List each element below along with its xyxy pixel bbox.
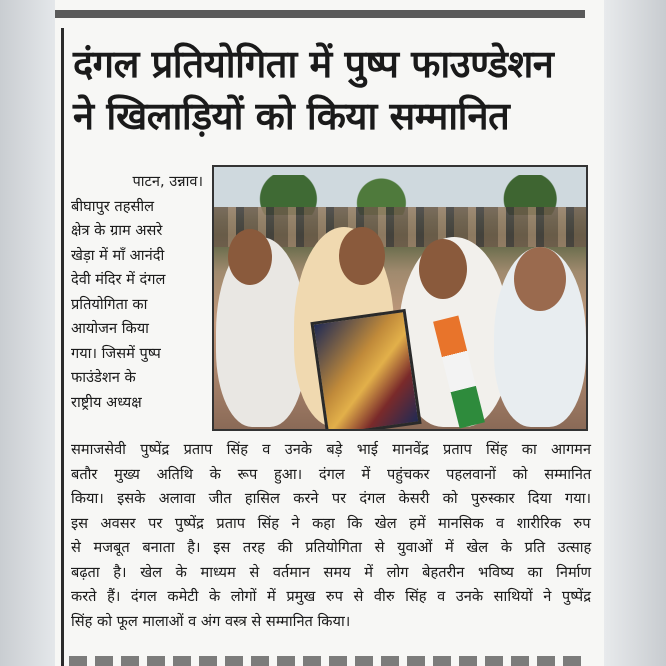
article-full-column	[71, 438, 591, 634]
article-line: प्रतियोगिता का	[71, 295, 148, 313]
article-line: समाजसेवी पुष्पेंद्र प्रताप सिंह व उनके बड़े भाई मानवेंद्र प्रताप सिंह का आगमन	[71, 441, 592, 458]
article-line: पाटन, उन्नाव।	[132, 173, 203, 190]
article-line: फाउंडेशन के	[71, 369, 136, 386]
top-rule	[55, 10, 585, 18]
article-line: किया। इसके अलावा जीत हासिल करने पर दंगल केसरी को पुरुस्कार दिया गया।	[71, 490, 592, 507]
background-left	[0, 0, 55, 666]
head-left	[228, 229, 272, 285]
article-line: बढ़ता है। खेल के माध्यम से वर्तमान समय में लोग बेहतरीन भविष्य का निर्माण	[71, 563, 592, 581]
framed-picture	[310, 309, 421, 431]
article-line: क्षेत्र के ग्राम असरे	[71, 222, 163, 239]
article-line: गया। जिसमें पुष्प	[71, 344, 161, 362]
article-line: बीघापुर तहसील	[71, 197, 155, 215]
head-right	[514, 247, 566, 311]
news-photo	[212, 165, 588, 431]
newspaper-clipping	[55, 0, 604, 666]
head-center-left	[339, 227, 385, 285]
article-line: इस अवसर पर पुष्पेंद्र प्रताप सिंह ने कहा कि खेल हमें मानसिक व शारीरिक रुप	[71, 514, 591, 532]
head-center-right	[419, 239, 467, 299]
headline-line-2: ने खिलाड़ियों को किया सम्मानित	[73, 94, 510, 138]
headline-line-1: दंगल प्रतियोगिता में पुष्प फाउण्डेशन	[73, 42, 554, 86]
background-right	[604, 0, 666, 666]
article-line: सिंह को फूल मालाओं व अंग वस्त्र से सम्मानित किया।	[71, 612, 351, 630]
article-line: खेड़ा में माँ आनंदी	[71, 246, 165, 264]
article-line: करते हैं। दंगल कमेटी के लोगों में प्रमुख रुप से वीरु सिंह व उनके साथियों ने पुष्पेंद्र	[71, 588, 591, 605]
article-line: आयोजन किया	[71, 320, 149, 337]
column-rule	[61, 28, 64, 666]
next-headline-cutoff	[69, 656, 589, 666]
headline	[73, 38, 593, 142]
article-line: बतौर मुख्य अतिथि के रूप हुआ। दंगल में पहुंचकर पहलवानों को सम्मानित	[71, 465, 592, 483]
article-line: देवी मंदिर में दंगल	[71, 271, 166, 288]
article-side-column	[71, 170, 203, 415]
article-line: राष्ट्रीय अध्यक्ष	[71, 393, 142, 411]
article-line: से मजबूत बनाता है। इस तरह की प्रतियोगिता से युवाओं में खेल के प्रति उत्साह	[71, 539, 592, 556]
